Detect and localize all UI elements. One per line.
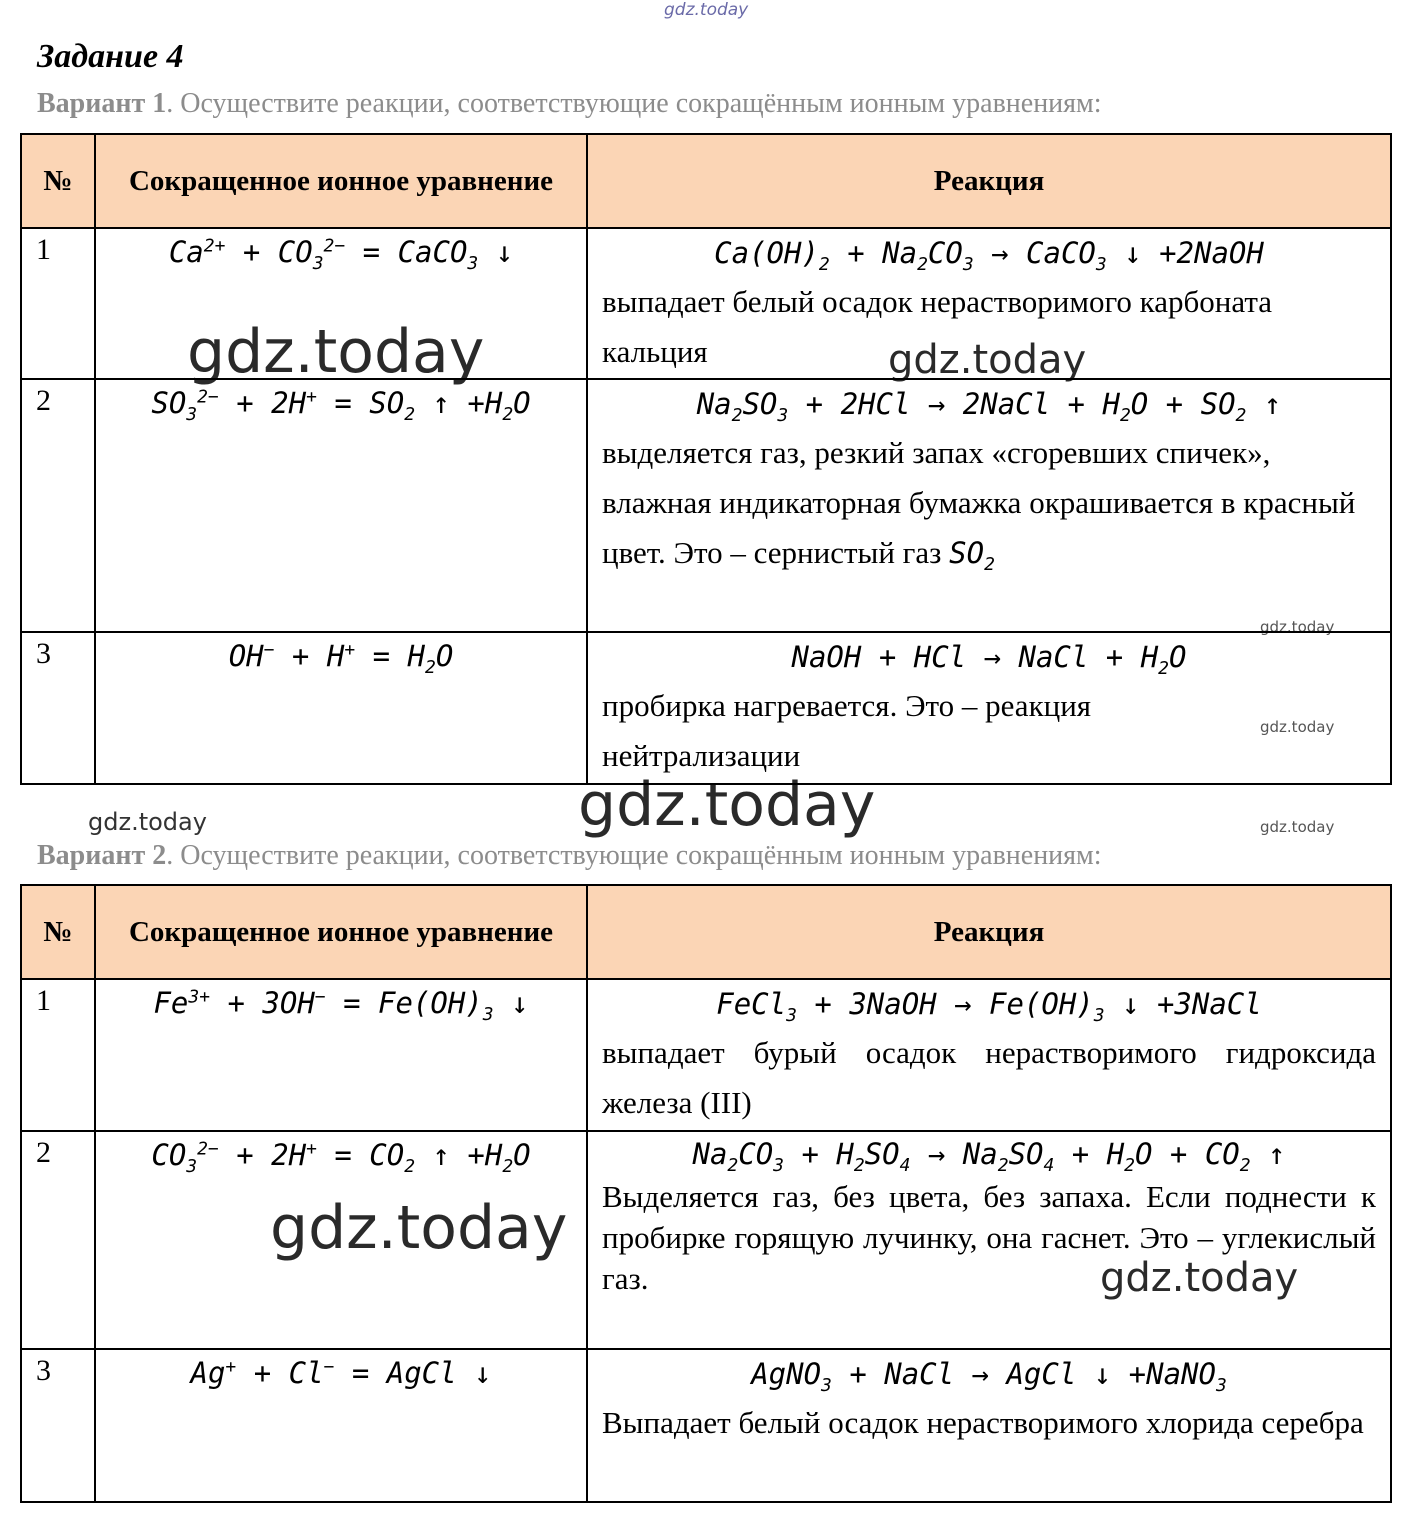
page-title: Задание 4 bbox=[37, 38, 184, 75]
reaction-cell bbox=[587, 632, 1391, 784]
reaction-description: Выделяется газ, без цвета, без запаха. Если поднести к пробирке горящую лучинку, она гаснет. Это – углекислый газ. bbox=[602, 1179, 1376, 1296]
watermark: gdz.today bbox=[1260, 618, 1335, 636]
watermark-top: gdz.today bbox=[664, 0, 749, 20]
table-row bbox=[21, 228, 1391, 379]
variant1-instruction: . Осуществите реакции, соответствующие сокращённым ионным уравнениям: bbox=[166, 88, 1102, 119]
header-ionic: Сокращенное ионное уравнение bbox=[95, 885, 587, 979]
table-row bbox=[21, 1131, 1391, 1349]
row-num: 2 bbox=[21, 379, 95, 632]
reaction-description: Выпадает белый осадок нерастворимого хлорида серебра bbox=[602, 1405, 1364, 1440]
reaction-description: выделяется газ, резкий запах «сгоревших спичек», влажная индикаторная бумажка окрашивается в красный цвет. Это – сернистый газ $SO_2$ bbox=[602, 435, 1356, 575]
reaction-cell bbox=[587, 1349, 1391, 1502]
variant2-table bbox=[20, 884, 1392, 1503]
row-num: 1 bbox=[21, 979, 95, 1131]
ionic-equation: Ag+ + Cl− = AgCl ↓ bbox=[95, 1349, 587, 1502]
watermark: gdz.today bbox=[88, 808, 207, 836]
header-num: № bbox=[21, 885, 95, 979]
reaction-cell bbox=[587, 1131, 1391, 1349]
ionic-equation: $SO_3^{2-} + 2H^+ = SO_2$ ↑ $+H_2O$ bbox=[95, 379, 587, 632]
variant2-instruction: . Осуществите реакции, соответствующие сокращённым ионным уравнениям: bbox=[166, 840, 1102, 871]
table-header-row bbox=[21, 885, 1391, 979]
molecular-equation: NaOH + HCl → NaCl + $H_2O$ bbox=[791, 640, 1187, 679]
ionic-equation: $Ca^{2+} + CO_3^{2-}$ = CaCO$_3$ ↓ bbox=[95, 228, 587, 379]
header-reaction: Реакция bbox=[587, 134, 1391, 228]
reaction-description: пробирка нагревается. Это – реакция нейтрализации bbox=[602, 688, 1092, 773]
row-num: 2 bbox=[21, 1131, 95, 1349]
header-ionic: Сокращенное ионное уравнение bbox=[95, 134, 587, 228]
header-reaction: Реакция bbox=[587, 885, 1391, 979]
reaction-cell bbox=[587, 379, 1391, 632]
watermark: gdz.today bbox=[1100, 1255, 1299, 1301]
watermark: gdz.today bbox=[578, 770, 876, 840]
molecular-equation: $Ca(OH)_2 + Na_2CO_3$ → CaCO$_3$ ↓ +2NaOH bbox=[714, 236, 1264, 275]
variant2-heading bbox=[37, 840, 1102, 872]
watermark: gdz.today bbox=[187, 317, 485, 387]
watermark: gdz.today bbox=[270, 1193, 568, 1263]
watermark: gdz.today bbox=[888, 337, 1087, 383]
variant2-label: Вариант 2 bbox=[37, 840, 167, 871]
table-row bbox=[21, 379, 1391, 632]
table-row bbox=[21, 1349, 1391, 1502]
variant1-table bbox=[20, 133, 1392, 785]
reaction-description: выпадает белый осадок нерастворимого карбоната кальция bbox=[602, 284, 1273, 369]
molecular-equation: FeCl$_3$ + 3NaOH → $Fe(OH)_3$ ↓ +3NaCl bbox=[716, 987, 1262, 1026]
header-num: № bbox=[21, 134, 95, 228]
variant1-heading bbox=[37, 88, 1102, 120]
molecular-equation: $Na_2SO_3 + 2HCl$ → 2NaCl + $H_2O + SO_2$ ↑ bbox=[696, 387, 1282, 426]
reaction-description: выпадает бурый осадок нерастворимого гидроксида железа (III) bbox=[602, 1035, 1376, 1120]
ionic-equation: $OH^- + H^+ = H_2O$ bbox=[95, 632, 587, 784]
molecular-equation: AgNO$_3$ + NaCl → AgCl ↓ +NaNO$_3$ bbox=[751, 1357, 1227, 1396]
reaction-cell bbox=[587, 979, 1391, 1131]
row-num: 3 bbox=[21, 632, 95, 784]
row-num: 3 bbox=[21, 1349, 95, 1502]
ionic-equation: $CO_3^{2-} + 2H^+ = CO_2$ ↑ $+H_2O$ bbox=[95, 1131, 587, 1349]
ionic-equation: $Fe^{3+} + 3OH^- = Fe(OH)_3$ ↓ bbox=[95, 979, 587, 1131]
table-header-row bbox=[21, 134, 1391, 228]
table-row bbox=[21, 632, 1391, 784]
reaction-cell bbox=[587, 228, 1391, 383]
variant1-label: Вариант 1 bbox=[37, 88, 167, 119]
row-num: 1 bbox=[21, 228, 95, 379]
watermark: gdz.today bbox=[1260, 718, 1335, 736]
watermark: gdz.today bbox=[1260, 818, 1335, 836]
table-row bbox=[21, 979, 1391, 1131]
molecular-equation: $Na_2CO_3 + H_2SO_4 \to Na_2SO_4 + H_2O + CO_2$ ↑ bbox=[692, 1137, 1286, 1176]
